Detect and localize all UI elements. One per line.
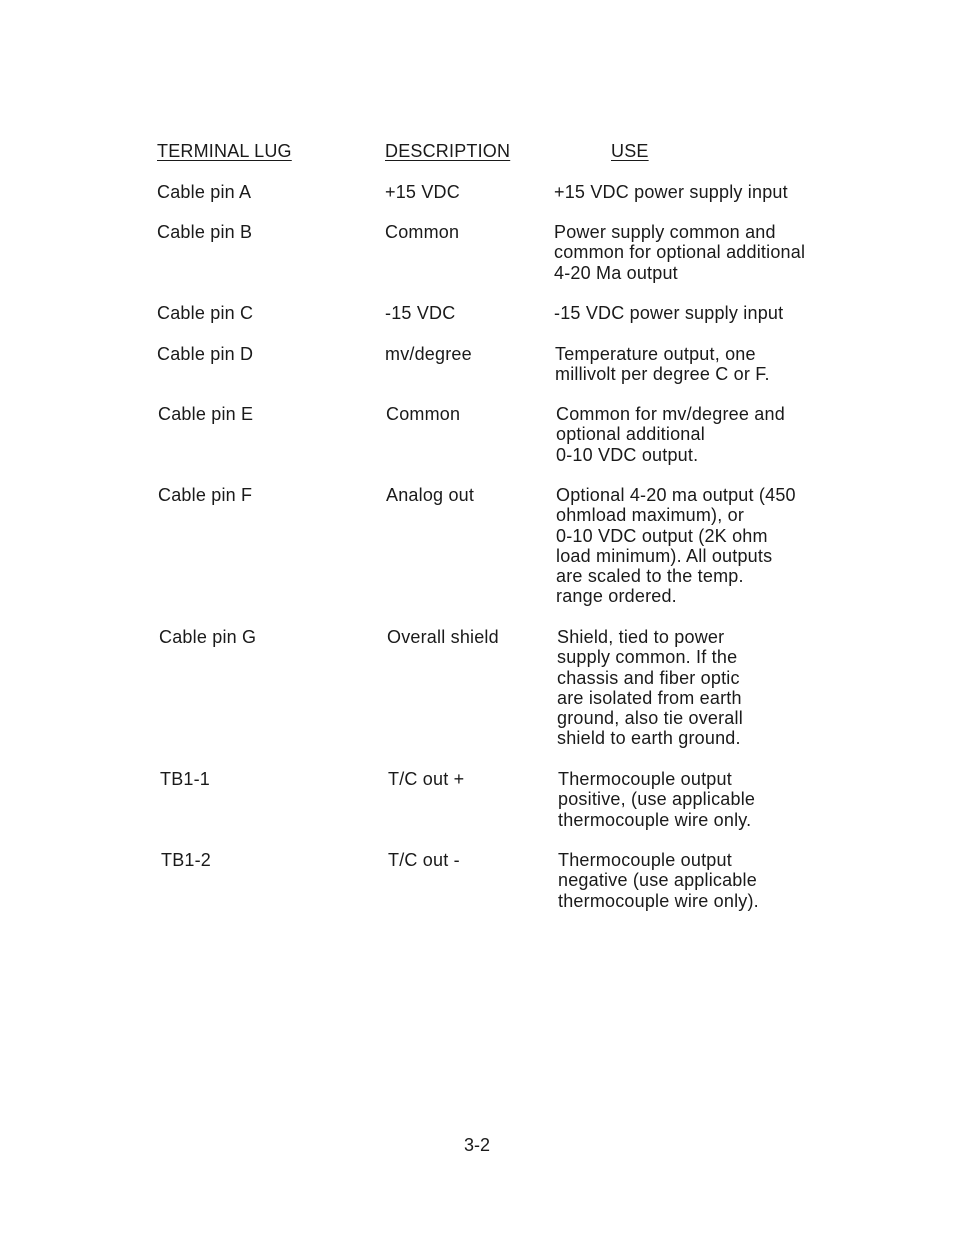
use-cell: -15 VDC power supply input [554, 303, 784, 323]
description-cell: Analog out [386, 485, 475, 505]
description-cell: Common [385, 222, 460, 242]
use-cell: Shield, tied to power supply common. If the chassis and fiber optic are isolated from earth ground, also tie overall shield to earth ground. [557, 627, 743, 749]
terminal-lug-cell: Cable pin E [158, 404, 254, 424]
use-cell: Temperature output, one millivolt per degree C or F. [555, 344, 770, 385]
header-terminal-lug: TERMINAL LUG [157, 141, 292, 161]
use-cell: +15 VDC power supply input [554, 182, 788, 202]
description-cell: mv/degree [385, 344, 472, 364]
use-cell: Common for mv/degree and optional additional 0-10 VDC output. [556, 404, 785, 465]
terminal-lug-cell: TB1-1 [160, 769, 211, 789]
terminal-lug-cell: Cable pin G [159, 627, 257, 647]
terminal-lug-cell: Cable pin A [157, 182, 252, 202]
header-use: USE [611, 141, 649, 161]
description-cell: -15 VDC [385, 303, 456, 323]
description-cell: T/C out - [388, 850, 460, 870]
use-cell: Thermocouple output negative (use applicable thermocouple wire only). [558, 850, 759, 911]
page-number: 3-2 [463, 1135, 490, 1155]
use-cell: Thermocouple output positive, (use applicable thermocouple wire only. [558, 769, 756, 830]
terminal-lug-cell: Cable pin C [157, 303, 254, 323]
description-cell: Common [386, 404, 461, 424]
description-cell: T/C out + [388, 769, 465, 789]
description-cell: Overall shield [387, 627, 499, 647]
description-cell: +15 VDC [385, 182, 460, 202]
terminal-lug-cell: TB1-2 [161, 850, 212, 870]
use-cell: Optional 4-20 ma output (450 ohmload maximum), or 0-10 VDC output (2K ohm load minimum). All outputs are scaled to the temp. range ordered. [556, 485, 796, 607]
header-description: DESCRIPTION [385, 141, 511, 161]
terminal-lug-cell: Cable pin F [158, 485, 253, 505]
terminal-lug-cell: Cable pin D [157, 344, 254, 364]
use-cell: Power supply common and common for optional additional 4-20 Ma output [554, 222, 806, 283]
terminal-lug-cell: Cable pin B [157, 222, 253, 242]
